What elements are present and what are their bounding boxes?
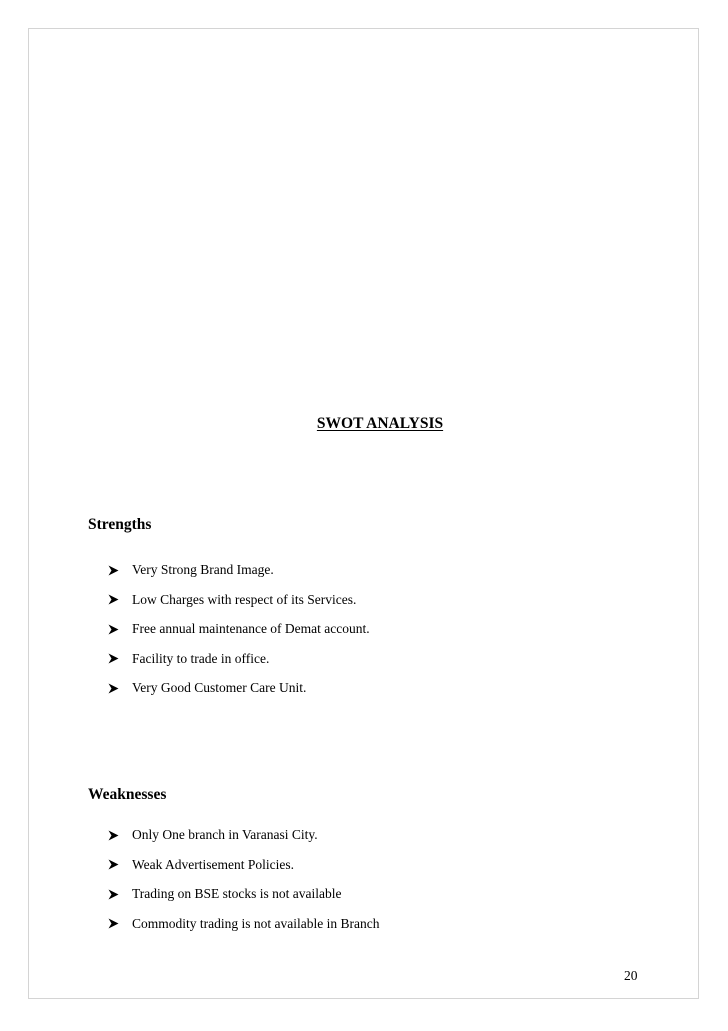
list-item-text: Free annual maintenance of Demat account. (132, 621, 370, 636)
list-item-text: Commodity trading is not available in Branch (132, 915, 380, 931)
arrowhead-bullet-icon (108, 650, 119, 668)
weaknesses-heading: Weaknesses (88, 786, 167, 803)
page-title: SWOT ANALYSIS (316, 415, 444, 432)
list-item-text: Facility to trade in office. (132, 650, 270, 666)
strengths-heading: Strengths (88, 516, 152, 533)
list-item (108, 620, 370, 650)
list-item-text: Low Charges with respect of its Services. (132, 591, 357, 607)
arrowhead-bullet-icon (108, 856, 119, 874)
arrowhead-bullet-icon (108, 591, 119, 609)
arrowhead-bullet-icon (108, 826, 119, 844)
arrowhead-bullet-icon (108, 885, 119, 903)
list-item-text: Trading on BSE stocks is not available (132, 886, 342, 901)
list-item-text: Very Strong Brand Image. (132, 562, 274, 577)
list-item (108, 915, 379, 945)
weaknesses-list (108, 826, 379, 944)
arrowhead-bullet-icon (108, 915, 119, 933)
list-item (108, 885, 379, 915)
arrowhead-bullet-icon (108, 679, 119, 697)
list-item (108, 650, 370, 680)
arrowhead-bullet-icon (108, 561, 119, 579)
list-item (108, 826, 379, 856)
list-item (108, 591, 370, 621)
arrowhead-bullet-icon (108, 620, 119, 638)
list-item-text: Weak Advertisement Policies. (132, 856, 294, 872)
page-number: 20 (624, 968, 638, 983)
list-item (108, 856, 379, 886)
list-item-text: Only One branch in Varanasi City. (132, 827, 318, 842)
list-item (108, 679, 370, 709)
list-item-text: Very Good Customer Care Unit. (132, 680, 307, 695)
list-item (108, 561, 370, 591)
strengths-list (108, 561, 370, 709)
